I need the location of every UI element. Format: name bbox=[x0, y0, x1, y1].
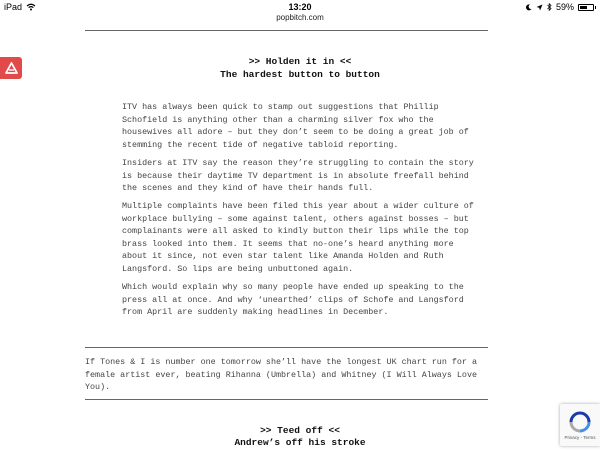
story1-paragraph-4: Which would explain why so many people have ended up speaking to the press all at once. And why ‘unearthed’ clips of Schofe and Langsford from April are suddenly making headlines in December. bbox=[122, 282, 464, 317]
story2-headline: Andrew’s off his stroke bbox=[234, 437, 366, 448]
divider-top bbox=[85, 30, 488, 31]
story1-headline: The hardest button to button bbox=[220, 69, 380, 80]
battery-percent: 59% bbox=[555, 2, 574, 12]
story2-kicker: >> Teed off << bbox=[260, 425, 340, 436]
divider-aside-bottom bbox=[85, 399, 488, 400]
location-arrow-icon bbox=[536, 4, 543, 11]
device-name: iPad bbox=[4, 2, 23, 12]
battery-fill bbox=[580, 6, 587, 9]
bluetooth-icon bbox=[547, 3, 552, 11]
status-bar bbox=[0, 0, 600, 14]
aside-note: If Tones & I is number one tomorrow she’ll have the longest UK chart run for a female artist ever, beating Rihanna (Umbrella) and Whitney (I Will Always Love You). bbox=[85, 357, 478, 392]
moon-icon bbox=[525, 4, 532, 11]
address-bar-url[interactable]: popbitch.com bbox=[276, 13, 324, 22]
recaptcha-icon bbox=[569, 411, 591, 433]
status-right bbox=[525, 2, 594, 12]
recaptcha-links[interactable]: Privacy - Terms bbox=[564, 434, 596, 440]
recaptcha-badge[interactable] bbox=[560, 404, 600, 446]
status-time: 13:20 bbox=[288, 2, 312, 12]
story1-paragraph-2: Insiders at ITV say the reason they’re struggling to contain the story is because their daytime TV department is in absolute freefall behind the scenes and they kind of have their hands full. bbox=[122, 158, 474, 193]
story1-kicker: >> Holden it in << bbox=[248, 56, 352, 67]
story1-paragraph-3: Multiple complaints have been filed this year about a wider culture of workplace bullying – some against talent, others against bosses – but complainants were all asked to kindly button their lips while the top brass looked into them. It seems that no-one’s heard anything more about it since, not even star talent like Amanda Holden and Ruth Langsford. So lips are being unbuttoned again. bbox=[122, 201, 474, 274]
story1-paragraph-1: ITV has always been quick to stamp out suggestions that Phillip Schofield is anything other than a charming silver fox who the housewives all adore – but they don’t seem to be doing a great job of stemming the recent tide of negative tabloid reporting. bbox=[122, 102, 469, 150]
divider-aside-top bbox=[85, 347, 488, 348]
battery-icon bbox=[578, 4, 594, 11]
